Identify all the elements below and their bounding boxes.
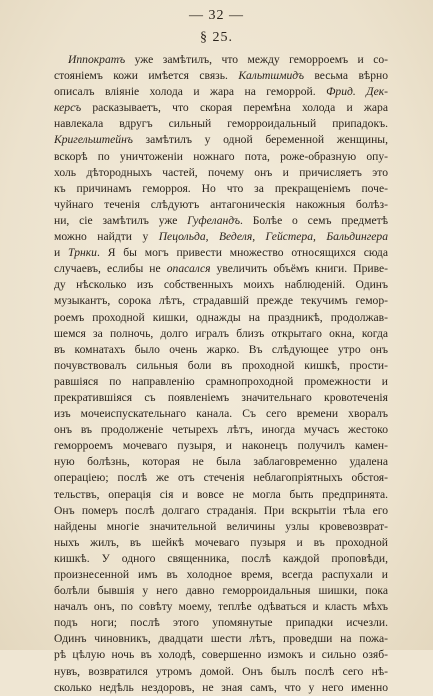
text-line xyxy=(54,84,388,100)
text-run: ни, сіе замѣтилъ уже xyxy=(54,213,188,227)
text-run: можно найдти у xyxy=(54,230,159,244)
italic-name: Гуфеландъ xyxy=(187,213,240,227)
text-run: прекратившіяся съ появленіемъ значительнаго кровотеченія xyxy=(54,390,388,404)
text-run: тельствъ, операція сія и вовсе не могла быть предпринята. xyxy=(54,487,388,501)
text-run: ныхъ жилъ, въ шейкѣ мочеваго пузыря и въ проходной xyxy=(54,535,388,549)
text-run: роемъ проходной кишки, однажды на праздникѣ, продолжав- xyxy=(54,310,388,324)
text-run: къ причинамъ геморроя. Но что за прекращеніемъ поче- xyxy=(54,181,388,195)
body-text xyxy=(54,52,388,696)
text-run: навлекала вдругъ сильный геморроидальный припадокъ. xyxy=(54,117,388,131)
text-run: . Я бы могъ привести множество относящихся сюда xyxy=(96,246,388,260)
text-line xyxy=(54,374,388,390)
text-run: болѣли бывшія у него давно геморроидальныя шишки, пока xyxy=(54,584,388,598)
text-run: ду нѣсколько изъ собственныхъ моихъ наблюденій. Одинъ xyxy=(54,278,388,292)
text-line xyxy=(54,213,388,229)
text-run: уже замѣтилъ, что между геморроемъ и со- xyxy=(125,53,388,66)
italic-name: Фрид. Дек- xyxy=(326,85,388,99)
text-run: нувъ, возвратился утромъ домой. Онъ былъ послѣ сего нѣ- xyxy=(54,664,388,678)
text-run: рѣ цѣлую ночь въ холодѣ, совершенно измокъ и сильно озяб- xyxy=(54,648,388,662)
text-run: увеличить объёмъ книги. Приве- xyxy=(210,262,388,276)
section-heading: § 25. xyxy=(200,30,233,45)
text-run: шемся за полночь, долго игралъ близъ открытаго окна, когда xyxy=(54,326,388,340)
text-line xyxy=(54,358,388,374)
italic-name: Кальтшмидъ xyxy=(238,69,305,83)
text-run: произнесенной имъ въ холодное время, всегда распухали и xyxy=(54,568,388,581)
text-line xyxy=(54,551,388,567)
text-line xyxy=(54,519,388,535)
text-line xyxy=(54,487,388,503)
text-line xyxy=(54,132,388,148)
text-line xyxy=(54,664,388,680)
page-number-header: — 32 — xyxy=(189,8,244,23)
italic-name: Трнки xyxy=(68,246,97,260)
text-line xyxy=(54,293,388,309)
text-line xyxy=(54,503,388,519)
text-run: найдены многіе значительной величины узлы кровевозврат- xyxy=(54,519,388,533)
text-run: весьма вѣрно xyxy=(304,69,388,83)
text-line xyxy=(54,631,388,647)
text-line xyxy=(54,261,388,277)
text-line xyxy=(54,406,388,422)
text-run: Онъ померъ послѣ долгаго страданія. При вскрытіи тѣла его xyxy=(54,503,388,517)
text-line xyxy=(54,535,388,551)
text-run: музыкантъ, сорока лѣтъ, страдавшій прежде текучимъ гемор- xyxy=(54,294,388,308)
text-line xyxy=(54,390,388,406)
text-line xyxy=(54,583,388,599)
text-line xyxy=(54,310,388,326)
text-line xyxy=(54,470,388,486)
text-run: чуйнаго теченія слѣдуютъ антагоническія накожныя болѣз- xyxy=(54,197,388,211)
text-line xyxy=(54,149,388,165)
text-run: холь дѣтородныхъ частей, почему онъ и причисляетъ это xyxy=(54,165,388,179)
text-line xyxy=(54,100,388,116)
text-line xyxy=(54,326,388,342)
text-run: сколько недѣль нездоровъ, не зная самъ, что у него именно xyxy=(54,680,388,694)
text-line xyxy=(54,422,388,438)
italic-name: Иппократъ xyxy=(68,53,126,66)
text-line xyxy=(54,567,388,583)
italic-name: опасался xyxy=(166,262,211,276)
italic-name: керсъ xyxy=(54,101,82,115)
text-run: кишкѣ. У одного священника, послѣ каждой проповѣди, xyxy=(54,551,388,565)
text-run: . Болѣе о семъ предметѣ xyxy=(239,213,388,227)
text-run: изъ мочеиспускательнаго канала. Съ сего времени хворалъ xyxy=(54,407,388,421)
text-run: стояніемъ кожи имѣется связь. xyxy=(54,69,239,83)
text-run: онъ въ продолженіе четырехъ лѣтъ, иногда мучасъ жестоко xyxy=(54,423,388,437)
text-run: и xyxy=(54,246,69,260)
text-run: расказываетъ, что скорая перемѣна холода и жара xyxy=(81,101,388,115)
text-line xyxy=(54,197,388,213)
text-run: началъ онъ, по совѣту моему, теплѣе одѣваться и класть мѣхъ xyxy=(54,600,388,614)
text-run: почувствовалъ сильныя боли въ проходной кишкѣ, прости- xyxy=(54,358,388,372)
text-line xyxy=(54,116,388,132)
text-line xyxy=(54,165,388,181)
italic-name: Кригельштейнъ xyxy=(54,133,133,147)
text-run: равшіяся по направленію срамнопроходной промежности и xyxy=(54,374,388,388)
text-line xyxy=(54,615,388,631)
text-line xyxy=(54,52,388,68)
text-run: геморроемъ мочеваго пузыря, и наконецъ получилъ камен- xyxy=(54,439,388,453)
text-line xyxy=(54,680,388,696)
text-line xyxy=(54,68,388,84)
text-line xyxy=(54,245,388,261)
text-run: случаевъ, еслибы не xyxy=(54,262,167,276)
text-line xyxy=(54,599,388,615)
text-line xyxy=(54,277,388,293)
text-line xyxy=(54,342,388,358)
text-run: операціею; послѣ же отъ стеченія неблагопріятныхъ обстоя- xyxy=(54,471,388,485)
text-run: вскорѣ по уничтоженіи ножнаго пота, роже-образную опу- xyxy=(54,149,388,163)
text-run: Одинъ чиновникъ, двадцати шести лѣтъ, проведши на пожа- xyxy=(54,632,388,646)
text-line xyxy=(54,181,388,197)
text-run: ную болѣзнь, которая не была заблаговременно удалена xyxy=(54,455,388,469)
italic-name: Пецольда, Веделя, Гейстера, Бальдингера xyxy=(158,230,388,244)
text-line xyxy=(54,438,388,454)
text-line xyxy=(54,454,388,470)
text-line xyxy=(54,229,388,245)
text-run: замѣтилъ у одной беременной женщины, xyxy=(132,133,388,147)
text-run: подъ ноги; послѣ этого упомянутые припадки исчезли. xyxy=(54,616,388,630)
text-run: въ комнатахъ было очень жарко. Въ слѣдующее утро онъ xyxy=(54,342,388,356)
text-run: описалъ вліяніе холода и жара на геморрой. xyxy=(54,85,327,99)
